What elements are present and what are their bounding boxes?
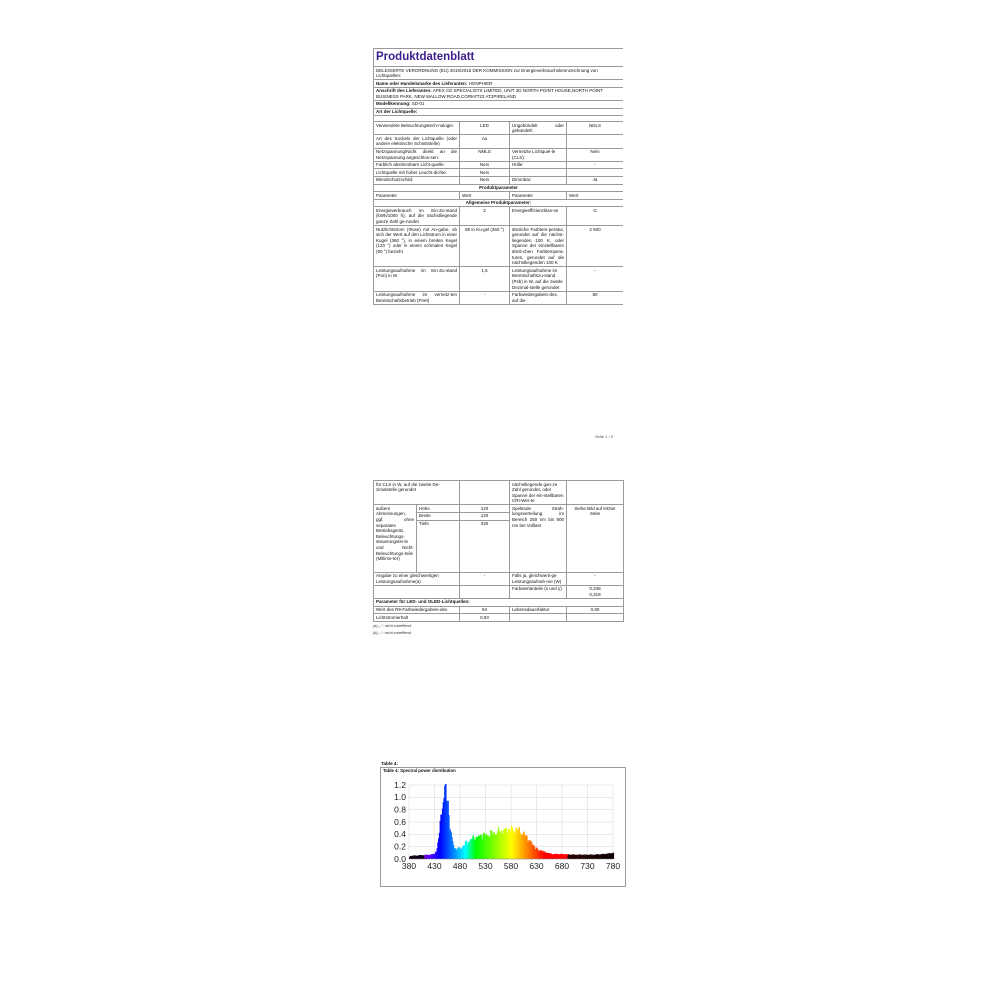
type-value: NMLS: [460, 148, 510, 161]
address-row: [374, 87, 624, 100]
r9-label: Wert des R9-Farbwiedergabein-dex: [374, 606, 460, 614]
type-value: LED: [460, 122, 510, 135]
equiv-value: -: [460, 572, 510, 585]
type-row: [374, 176, 624, 184]
type-value: na: [460, 135, 510, 148]
chroma-row: [374, 585, 624, 598]
type-row: [374, 161, 624, 169]
datasheet-table-1: [373, 48, 623, 305]
dims-row: [374, 505, 624, 513]
continued-label: für CLS in W, auf die zweite De-zimalstelle gerundet: [374, 481, 460, 505]
type-row: [374, 148, 624, 161]
equiv-label: Angabe zu einer gleichwertigen Leistungsaufnahme(a): [374, 572, 460, 585]
empty-cell: [510, 614, 567, 622]
type-row: [374, 169, 624, 177]
type-label: Verwendete Beleuchtungstech-nologie:: [374, 122, 460, 135]
empty-cell: [567, 614, 624, 622]
spectral-label: Spektrale Strah-lungsverteilung im Bereich 250 nm bis 800 nm bei Volllast: [510, 505, 567, 572]
x-tick-label: 530: [478, 861, 493, 871]
param-label: Energieeffizienzklas-se: [510, 207, 567, 226]
type-heading: Art der Lichtquelle:: [374, 108, 624, 116]
x-tick-label: 380: [401, 861, 417, 871]
type-row: [374, 135, 624, 148]
led-heading: Parameter für LED- und OLED-Lichtquellen:: [374, 598, 624, 606]
param-label: Leistungsaufnahme im Ein-Zu-stand (Pon) in W: [374, 267, 460, 291]
param-row: [374, 226, 624, 267]
empty-cell: [460, 481, 510, 505]
type-value: -: [567, 161, 624, 169]
datasheet-page-1: [373, 48, 623, 430]
x-tick-label: 480: [452, 861, 468, 871]
dim-value: 120: [460, 512, 510, 520]
param-value: 80 in Ku-gel (360 °): [460, 226, 510, 267]
continued-row: [374, 481, 624, 505]
x-tick-label: 780: [605, 861, 621, 871]
param-label: Nutzlichtstrom (Φuse) mit An-gabe, ob sich der Wert auf den Lichtstrom in einer Kugel (360 °), in einem breiten Kegel (120 °) oder in einem schmalen Kegel (90 °) bezieht: [374, 226, 460, 267]
life-value: 0,90: [567, 606, 624, 614]
y-tick-label: 0.8: [394, 804, 406, 815]
type-label: [510, 169, 567, 177]
type-value: NDLS: [567, 122, 624, 135]
type-value: Nein: [460, 176, 510, 184]
param-label: ähnliche Farbtem-peratur, gerundet auf die nächst-liegenden 100 K, oder Spanne der einstellbaren ähnli-chen Farbtempera-turen, gerundet auf die nächstliegenden 100 K: [510, 226, 567, 267]
param-label: Energieverbrauch im Ein-Zu-stand (kWh/1000 h), auf die nächstliegende ganze Zahl ge-rundet: [374, 207, 460, 226]
column-header: Parameter: [510, 192, 567, 200]
type-label: Blendschutzschild:: [374, 176, 460, 184]
model-label: Modellkennung:: [376, 101, 411, 107]
model-value: SD-01: [411, 101, 425, 107]
type-value: Ja: [567, 176, 624, 184]
column-header: Wert: [460, 192, 510, 200]
param-value: -: [567, 267, 624, 291]
continued-label: nächstliegende gan-ze Zahl gerundet, oder Spanne der ein-stellbaren CRI-Wer-te: [510, 481, 567, 505]
type-label: Art des Sockels der Lichtquelle (oder andere elektrische Schnittstelle): [374, 135, 460, 148]
spectrum-figure: [380, 767, 626, 887]
r9-row: [374, 606, 624, 614]
param-value: 1,5: [460, 267, 510, 291]
x-tick-label: 580: [503, 861, 519, 871]
datasheet-page-2: [373, 480, 623, 690]
empty-cell: [460, 585, 510, 598]
x-tick-label: 430: [427, 861, 442, 871]
spectral-value: Siehe Bild auf letzter Seite: [567, 505, 624, 572]
equiv-row: [374, 572, 624, 585]
supplier-row: [374, 80, 624, 88]
type-label: Farblich abstimmbare Licht-quelle:: [374, 161, 460, 169]
figure-table-label: Table 4:: [381, 761, 399, 766]
maint-label: Lichtstromerhalt: [374, 614, 460, 622]
column-header: Parameter: [374, 192, 460, 200]
param-value: 2: [460, 207, 510, 226]
param-value: -: [460, 291, 510, 304]
param-label: Farbwiedergabein-dex, auf die: [510, 291, 567, 304]
equiv2-value: -: [567, 572, 624, 585]
type-label: [510, 135, 567, 148]
type-label: Hülle:: [510, 161, 567, 169]
param-label: Leistungsaufnahme im Bereitschaftszu-stand (Psb) in W, auf die zweite Dezimal-stelle gerundet: [510, 267, 567, 291]
spectrum-bar: [612, 853, 614, 859]
type-label: Ungebündelt oder gebündelt:: [510, 122, 567, 135]
maint-value: 0,93: [460, 614, 510, 622]
type-label: Lichtquelle mit hoher Leucht-dichte:: [374, 169, 460, 177]
life-label: Lebensdauerfaktor: [510, 606, 567, 614]
param-label: Leistungsaufnahme im vernetz-ten Bereitschaftsbetrieb (Pnet): [374, 291, 460, 304]
empty-cell: [567, 481, 624, 505]
chroma-value: 0,348 0,319: [567, 585, 624, 598]
param-row: [374, 267, 624, 291]
param-row: [374, 207, 624, 226]
spectrum-chart: [381, 768, 625, 886]
y-tick-label: 0.6: [394, 816, 406, 827]
param-value: 2 800: [567, 226, 624, 267]
y-tick-label: 0.0: [394, 853, 406, 864]
maint-row: [374, 614, 624, 622]
y-tick-label: 1.0: [394, 792, 406, 803]
page-title: Produktdatenblatt: [374, 49, 624, 67]
dim-value: 330: [460, 520, 510, 572]
dim-name: Höhe: [417, 505, 460, 513]
empty-cell: [374, 585, 460, 598]
page-number: Seite 1 / 3: [595, 434, 614, 439]
equiv2-label: Falls ja, gleichwerti-ge Leistungsaufnah-me (W): [510, 572, 567, 585]
footnote-b: (b) „-“: nicht zutreffend;: [373, 630, 412, 635]
r9-value: 94: [460, 606, 510, 614]
type-value: Nein: [460, 161, 510, 169]
dim-name: Tiefe: [417, 520, 460, 572]
type-value: Nein: [567, 148, 624, 161]
type-label: Dimmbar:: [510, 176, 567, 184]
x-tick-label: 730: [580, 861, 595, 871]
model-row: [374, 100, 624, 108]
supplier-label: Name oder Handelsmarke des Lieferanten:: [376, 80, 468, 86]
dim-value: 120: [460, 505, 510, 513]
column-header-row: [374, 192, 624, 200]
type-label: Netzspannung/Nicht direkt an die Netzspannung angeschlos-sen:: [374, 148, 460, 161]
y-tick-label: 1.2: [394, 779, 406, 790]
chroma-label: Farbwertanteile (x und y): [510, 585, 567, 598]
x-tick-label: 680: [554, 861, 570, 871]
type-value: Nein: [460, 169, 510, 177]
type-value: [567, 135, 624, 148]
param-value: 80: [567, 291, 624, 304]
param-row: [374, 291, 624, 304]
param-value: G: [567, 207, 624, 226]
address-label: Anschrift des Lieferanten:: [376, 88, 432, 94]
x-tick-label: 630: [529, 861, 544, 871]
y-tick-label: 0.2: [394, 841, 406, 852]
type-value: [567, 169, 624, 177]
params-heading: Produktparameter: [374, 184, 624, 192]
general-heading: Allgemeine Produktparameter:: [374, 199, 624, 207]
regulation-text: DELEGIERTE VERORDNUNG (EU) 2019/2015 DER KOMMISSION zur Energieverbrauchskennzeichnung von Lichtquellen:: [374, 67, 624, 80]
y-tick-label: 0.4: [394, 829, 406, 840]
type-label: Vernetzte Lichtquel-le (CLS):: [510, 148, 567, 161]
type-row: [374, 122, 624, 135]
dim-name: Breite: [417, 512, 460, 520]
dims-label: äußere Abmessungen, ggf. ohne separates Betriebsgerät, Beleuchtungs-steuerungstei-le und Nicht-Beleuchtungs-teile (Millime-ter): [374, 505, 417, 572]
footnote-a: (a) „-“: nicht zutreffend;: [373, 623, 412, 628]
figure-caption: Table 4: Spectral power distribution: [383, 768, 456, 773]
datasheet-table-2: [373, 480, 624, 622]
supplier-value: HONPHIER: [468, 80, 493, 86]
column-header: Wert: [567, 192, 624, 200]
address-value: APEX CE SPECIALISTS LIMITED, UNIT 3D NORTH POINT HOUSE,NORTH POINT BUSINESS PARK, NEW MALLOW ROAD,CORK#T23 AT2PIRELAND: [376, 88, 603, 99]
